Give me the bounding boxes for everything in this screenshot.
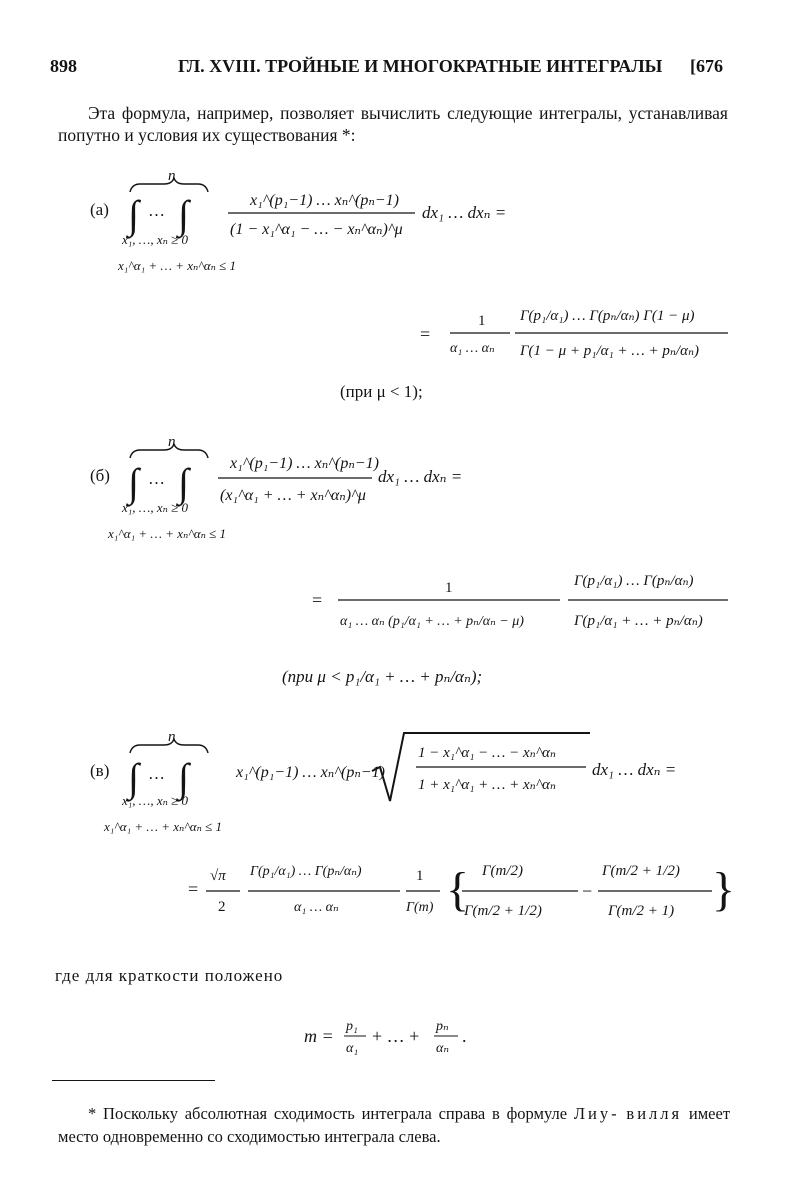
svg-text:(x₁^α₁ + … + xₙ^αₙ)^μ: (x₁^α₁ + … + xₙ^αₙ)^μ: [220, 487, 366, 504]
svg-text:dx₁ … dxₙ =: dx₁ … dxₙ =: [378, 467, 463, 486]
footnote-text-2: имеет место одновременно со сходимостью интеграла слева.: [58, 1104, 731, 1146]
svg-text:p₁: p₁: [346, 1019, 358, 1034]
svg-text:x₁^α₁ + … + xₙ^αₙ ≤ 1: x₁^α₁ + … + xₙ^αₙ ≤ 1: [104, 819, 222, 834]
svg-text:α₁ … αₙ: α₁ … αₙ: [450, 341, 495, 356]
svg-text:=: =: [312, 590, 323, 610]
svg-text:pₙ: pₙ: [436, 1019, 449, 1034]
section-number: [676: [690, 56, 723, 76]
formula-b-label: (б): [90, 466, 110, 485]
svg-text:…: …: [148, 764, 165, 783]
svg-text:.: .: [462, 1026, 467, 1046]
svg-text:Γ(m): Γ(m): [406, 900, 434, 915]
svg-text:∫: ∫: [178, 755, 189, 800]
svg-text:…: …: [148, 201, 165, 220]
svg-text:2: 2: [218, 899, 226, 915]
svg-text:Γ(p₁/α₁) … Γ(pₙ/αₙ) Γ(1 − μ): Γ(p₁/α₁) … Γ(pₙ/αₙ) Γ(1 − μ): [520, 308, 695, 324]
m-definition: [300, 1010, 500, 1060]
svg-text:∫: ∫: [128, 755, 139, 800]
svg-text:n: n: [168, 434, 176, 450]
svg-text:x₁^α₁ + … + xₙ^αₙ ≤ 1: x₁^α₁ + … + xₙ^αₙ ≤ 1: [108, 526, 226, 541]
formula-c-label: (в): [90, 761, 110, 780]
svg-text:1 + x₁^α₁ + … + xₙ^αₙ: 1 + x₁^α₁ + … + xₙ^αₙ: [418, 777, 557, 793]
svg-text:Γ(p₁/α₁) … Γ(pₙ/αₙ): Γ(p₁/α₁) … Γ(pₙ/αₙ): [250, 864, 362, 879]
svg-text:{: {: [446, 863, 470, 916]
formula-b: [100, 430, 740, 710]
svg-text:}: }: [712, 863, 736, 916]
svg-text:x₁, …, xₙ ≥ 0: x₁, …, xₙ ≥ 0: [122, 793, 189, 808]
svg-text:α₁ … αₙ (p₁/α₁ + … + pₙ/αₙ − μ: α₁ … αₙ (p₁/α₁ + … + pₙ/αₙ − μ): [340, 614, 524, 629]
footnote-mark: *: [88, 1104, 97, 1123]
svg-text:n: n: [168, 168, 176, 184]
svg-text:1: 1: [478, 313, 486, 329]
svg-text:Γ(m/2 + 1/2): Γ(m/2 + 1/2): [464, 903, 542, 919]
where-text: где для краткости положено: [55, 966, 284, 985]
svg-text:=: =: [420, 324, 431, 344]
svg-text:α₁ … αₙ: α₁ … αₙ: [294, 900, 339, 915]
footnote-rule: [52, 1080, 215, 1081]
svg-text:x₁^(p₁−1) … xₙ^(pₙ−1): x₁^(p₁−1) … xₙ^(pₙ−1): [250, 192, 399, 209]
running-title: ГЛ. XVIII. ТРОЙНЫЕ И МНОГОКРАТНЫЕ ИНТЕГРАЛЫ: [178, 56, 663, 76]
svg-text:=: =: [188, 879, 199, 899]
svg-text:…: …: [148, 469, 165, 488]
footnote-name-1: Лиу-: [573, 1104, 620, 1123]
svg-text:αₙ: αₙ: [436, 1041, 450, 1056]
footnote-text-1: Поскольку абсолютная сходимость интеграла справа в формуле: [103, 1104, 568, 1123]
svg-text:x₁^(p₁−1) … xₙ^(pₙ−1): x₁^(p₁−1) … xₙ^(pₙ−1): [230, 455, 379, 472]
svg-text:∫: ∫: [178, 192, 189, 237]
page-number: 898: [50, 56, 77, 76]
svg-text:Γ(m/2 + 1/2): Γ(m/2 + 1/2): [602, 863, 680, 879]
svg-text:x₁, …, xₙ ≥ 0: x₁, …, xₙ ≥ 0: [122, 500, 189, 515]
footnote: [58, 1102, 730, 1148]
formula-a-condition: (при μ < 1);: [340, 382, 423, 401]
footnote-name-2: вилля: [626, 1104, 683, 1123]
svg-text:n: n: [168, 729, 176, 745]
intro-paragraph: Эта формула, например, позволяет вычислить следующие интегралы, устанавливая попутно и условия их существования *:: [58, 103, 728, 145]
svg-text:dx₁ … dxₙ =: dx₁ … dxₙ =: [592, 760, 677, 779]
svg-text:1: 1: [416, 868, 424, 884]
svg-text:Γ(p₁/α₁) … Γ(pₙ/αₙ): Γ(p₁/α₁) … Γ(pₙ/αₙ): [574, 573, 694, 589]
svg-text:∫: ∫: [128, 460, 139, 505]
svg-text:∫: ∫: [128, 192, 139, 237]
svg-text:(при μ < p₁/α₁ + … + pₙ/αₙ);: (при μ < p₁/α₁ + … + pₙ/αₙ);: [282, 667, 483, 686]
svg-text:dx₁ … dxₙ =: dx₁ … dxₙ =: [422, 203, 507, 222]
svg-text:x₁^α₁ + … + xₙ^αₙ ≤ 1: x₁^α₁ + … + xₙ^αₙ ≤ 1: [118, 258, 236, 273]
svg-text:α₁: α₁: [346, 1041, 359, 1056]
svg-text:−: −: [582, 881, 593, 901]
formula-c: [100, 725, 740, 955]
svg-text:Γ(m/2): Γ(m/2): [482, 863, 524, 879]
svg-text:+ … +: + … +: [372, 1026, 420, 1046]
svg-text:√π: √π: [210, 868, 226, 884]
formula-a: [100, 160, 740, 410]
svg-text:Γ(m/2 + 1): Γ(m/2 + 1): [608, 903, 675, 919]
svg-text:Γ(p₁/α₁ + … + pₙ/αₙ): Γ(p₁/α₁ + … + pₙ/αₙ): [574, 613, 703, 629]
svg-text:x₁, …, xₙ ≥ 0: x₁, …, xₙ ≥ 0: [122, 232, 189, 247]
svg-text:m =: m =: [304, 1026, 334, 1046]
svg-text:Γ(1 − μ + p₁/α₁ + … + pₙ/αₙ): Γ(1 − μ + p₁/α₁ + … + pₙ/αₙ): [520, 343, 700, 359]
formula-a-label: (а): [90, 200, 109, 219]
svg-text:(1 − x₁^α₁ − … − xₙ^αₙ)^μ: (1 − x₁^α₁ − … − xₙ^αₙ)^μ: [230, 221, 403, 238]
svg-text:1: 1: [445, 580, 453, 596]
svg-text:∫: ∫: [178, 460, 189, 505]
svg-text:1 − x₁^α₁ − … − xₙ^αₙ: 1 − x₁^α₁ − … − xₙ^αₙ: [418, 745, 557, 761]
svg-text:x₁^(p₁−1) … xₙ^(pₙ−1): x₁^(p₁−1) … xₙ^(pₙ−1): [236, 764, 385, 781]
